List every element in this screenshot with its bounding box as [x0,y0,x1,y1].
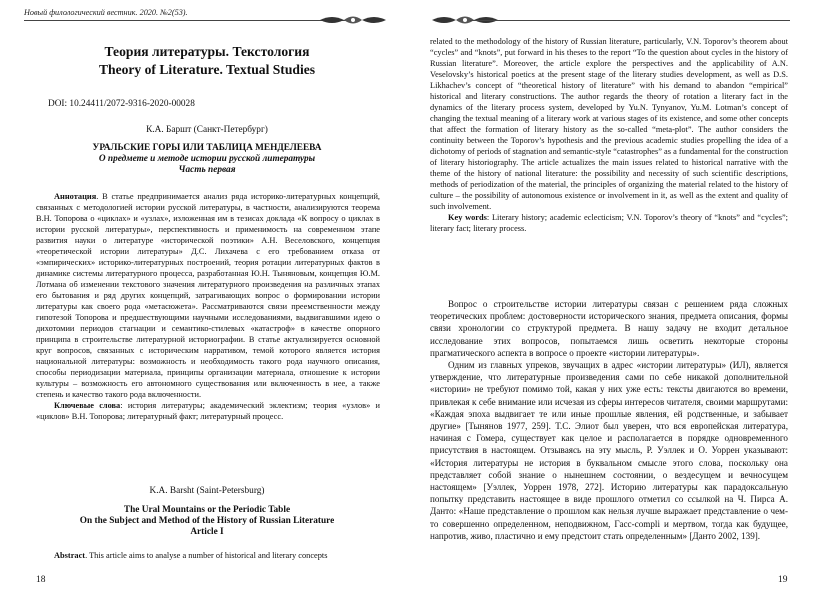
journal-header: Новый филологический вестник. 2020. №2(53). [24,8,188,17]
article-subtitle-ru-1: О предмете и методе истории русской литературы [98,154,316,164]
header-rule [470,20,790,21]
author-en: K.A. Barsht (Saint-Petersburg) [149,486,265,496]
keywords-label-en: Key words [448,213,487,222]
abstract-label-en: Abstract [54,551,86,560]
article-subtitle-ru-2: Часть первая [178,165,236,175]
article-title-en-2: On the Subject and Method of the History of Russian Literature [79,516,335,526]
abstract-text-ru: . В статье предпринимается анализ ряда историко-литературных концепций, связанных с методологией истории русской литературы, в частности, анализируются теорема В.Н. Топорова о «циклах» и «узлах», изложенная им в тезисах доклада «К вопросу о циклах в истории русской литературы», перспективность и применимость на современном этапе развития науки о литературе «исторической поэтики» А.Н. Веселовского, концепция «теоретической истории литературы» Д.С. Лихачева с его требованием отказа от «эмпирических» историко-литературных построений, теория ротации литературных фактов в динамике системы литературного процесса, разработанная Ю.Н. Тыняновым, концепция Ю.М. Лотмана об изменении текстового значения литературного произведения на различных этапах его бытования и ряд других концепций, затрагивающих вопрос о формировании истории литературы как своего рода «метасюжета». Рассматриваются связи преемственности между гипотезой Топорова и предшествующими научными исследованиями, выдвигавшими идею о дихотомии периодов стагнации и семантико-стилевых «катастроф» в качестве опорного принципа в строительстве литературной историографии. В статье актуализируется основной круг вопросов, связанных с историческим нарративом, темой которого является история национальной литературы: возможность и необходимость такого рода научного описания, способы периодизации материала, принципы организации материала, отношение к истории культуры – возможность его автономного существования или включенность в нее, а также степень и качество такого рода включенности. [36,192,380,399]
ornament-icon [318,13,388,27]
article-title-en-1: The Ural Mountains or the Periodic Table [123,505,291,515]
author-ru: К.А. Баршт (Санкт-Петербург) [146,125,268,135]
paragraph-1: Вопрос о строительстве истории литературы связан с решением ряда сложных теоретических проблем: достоверности исторического знания, предмета описания, формы связи хронологии со структурой предмета. В нашу задачу не входит детальное исследование этих вопросов, попытаемся лишь осветить некоторые стороны прагматического аспекта в вопросе о проекте «истории литературы». [430,299,788,358]
abstract-text-en-cont: related to the methodology of the history of Russian literature, particularly, V.N. Toporov’s theorem about “cycles” and “knots”, put forward in his theses to the report “To the question about cycles in the history of Russian literature”. Moreover, the article explore the perspectives and the applicability of A.N. Veselovsky’s historical poetics at the present stage of the literary studies development, as well as D.S. Likhachev’s concept of “theoretical history of literature” with his demand to abandon “empirical” historical and literary constructions. The author regards the theory of rotation a literary fact in the dynamics of the literary process system, developed by Yu.N. Tynyanov, Yu.M. Lotman’s concept of changing the textual meaning of a literary work at various stages of its existence, and some other concepts that affect the formation of literary history as the so-called “meta-plot”. The author considers the continuity between the Toporov’s hypothesis and the previous academic studies propelling the idea of a dichotomy of periods of stagnation and semantic-style “catastrophes” as a fundamental for the construction of literary historiography. The article actualizes the main issues related to historical narrative with the theme of the history of national literature: the possibility and necessity of such scientific descriptions, methods of periodization of the material, the principles of organizing the material related to the history of culture – the possibility of autonomous existence or involvement in it, as well as the extent and quality of such involvement. [430,37,788,211]
right-page [410,0,820,609]
header-rule [24,20,350,21]
abstract-en-continued [430,36,788,234]
section-title-ru: Теория литературы. Текстология [104,44,310,59]
keywords-text-en: : Literary history; academic eclecticism; V.N. Toporov’s theory of “knots” and “cycles”; literary fact; literary process. [430,213,788,233]
main-text [430,298,788,542]
abstract-label-ru: Аннотация [54,192,97,201]
paragraph-2: Одним из главных упреков, звучащих в адрес «истории литературы» (ИЛ), является утверждение, что литературные произведения сами по себе никакой дополнительной «истории» не требуют помимо той, какая у них уже есть: тексты двигаются во времени, привлекая к себе внимание или исчезая из сферы интересов читателя, своими маршрутами: «Каждая эпоха выдвигает те или иные прошлые явления, ей родственные, и забывает другие» [Тынянов 1977, 259]. Т.С. Элиот был уверен, что вся европейская литература, начиная с Гомера, существует как целое и располагается в порядке одновременного присутствия в настоящем. Отзываясь на эту мысль, Р. Уэллек и О. Уоррен указывают: «История литературы не история в буквальном смысле этого слова, поскольку она представляет собой знание о нынешнем состоянии, о вездесущем и вечносущем настоящем» [Уэллек, Уоррен 1978, 272]. Историю литературы как парадоксальную попытку представить настоящее в виде прошлого отметил со ссылкой на Ч. Пирса А. Данто: «Наше представление о прошлом как нельзя лучше выражает представление о чем-то совершенно определенном, неподвижном, Гасс-compli и мертвом, тогда как будущее, напротив, живо, пластично и ему предстоит стать определенным» [Данто 2002, 139]. [430,360,788,541]
section-title-en: Theory of Literature. Textual Studies [98,62,316,77]
article-title-ru: УРАЛЬСКИЕ ГОРЫ ИЛИ ТАБЛИЦА МЕНДЕЛЕЕВА [92,143,322,153]
keywords-text-ru: : история литературы; академический эклектизм; теория «узлов» и «циклов» В.Н. Топорова; литературный факт; литературный процесс. [36,401,380,421]
abstract-en-start [36,550,380,561]
doi: DOI: 10.24411/2072-9316-2020-00028 [48,99,195,109]
page-number-right: 19 [778,575,788,585]
abstract-text-en-start: . This article aims to analyse a number of historical and literary concepts [85,551,328,560]
article-title-en-3: Article I [190,527,224,537]
abstract-ru [36,191,380,422]
keywords-label-ru: Ключевые слова [54,401,121,410]
page-number-left: 18 [36,575,46,585]
